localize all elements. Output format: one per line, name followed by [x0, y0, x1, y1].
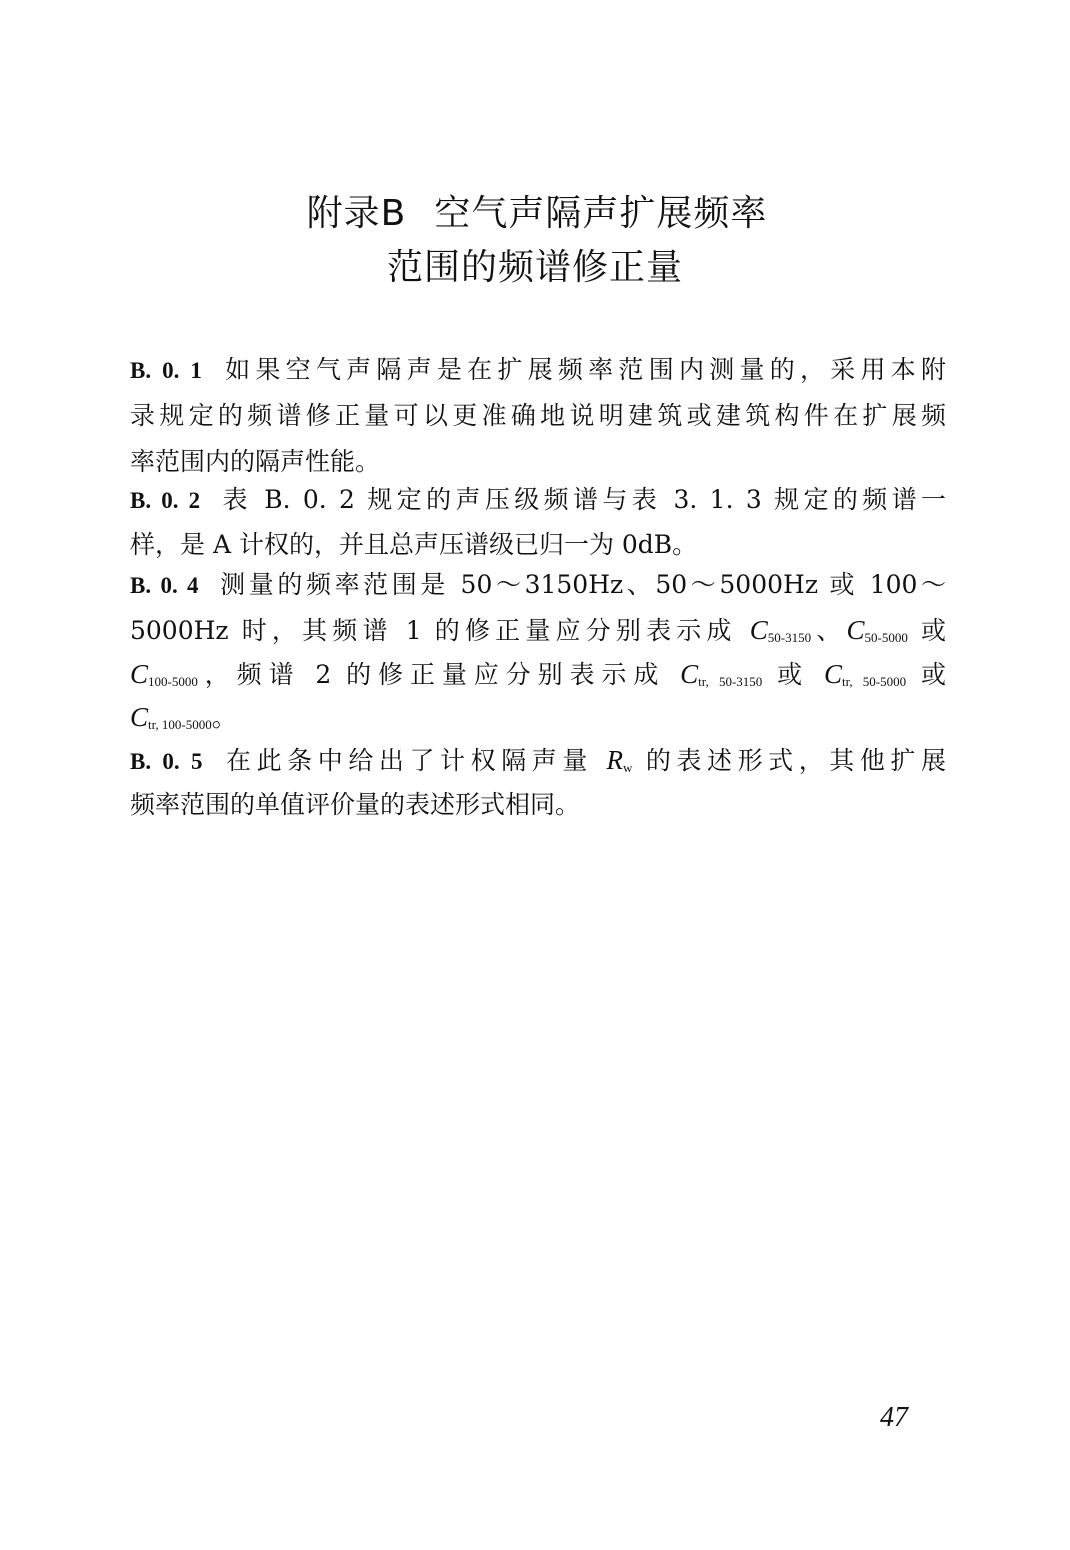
symbol-c-100-5000: $C_{100-5000}$	[130, 659, 198, 689]
clause-b04-line-2: 5000Hz 时，其频谱 1 的修正量应分别表示成 $C_{50-3150}$、$C_{50-5000}$ 或	[130, 615, 947, 645]
appendix-label: 附录B	[306, 193, 407, 234]
symbol-c-50-3150: $C_{50-3150}$	[749, 615, 812, 645]
clause-b05-line-2: 频率范围的单值评价量的表述形式相同。	[130, 790, 581, 819]
symbol-r-w: $R_w$	[606, 745, 633, 775]
appendix-title-line-1	[2, 193, 1070, 234]
symbol-c-tr-100-5000: $C_{tr, 100-5000}$	[130, 702, 212, 732]
symbol-c-tr-50-5000: $C_{tr, 50-5000}$	[823, 659, 907, 689]
clause-number-b05: B. 0. 5	[130, 749, 203, 774]
clause-b02-line-2: 样，是 A 计权的，并且总声压谱级已归一为 0dB。	[130, 530, 698, 559]
clause-b04-text-1: 测量的频率范围是 50～3150Hz、50～5000Hz 或 100～	[216, 570, 947, 599]
clause-number-b04: B. 0. 4	[130, 573, 199, 598]
clause-b01-line-2: 录规定的频谱修正量可以更准确地说明建筑或建筑构件在扩展频	[130, 401, 946, 430]
clause-b01-line-3: 率范围内的隔声性能。	[130, 447, 381, 476]
symbol-c-tr-50-3150: $C_{tr, 50-3150}$	[680, 659, 763, 689]
clause-b02-line-1	[130, 480, 946, 520]
clause-b04-text-2: 5000Hz 时，其频谱 1 的修正量应分别表示成	[130, 616, 737, 645]
symbol-c-50-5000: $C_{50-5000}$	[846, 615, 908, 645]
clause-b04-line-3: $C_{100-5000}$，频谱 2 的修正量应分别表示成 $C_{tr, 50-3150}$ 或 $C_{tr, 50-5000}$ 或	[130, 659, 946, 689]
clause-number-b01: B. 0. 1	[130, 358, 202, 383]
clause-b04-line-4: $C_{tr, 100-5000}$。	[130, 702, 237, 732]
appendix-title-text: 空气声隔声扩展频率	[434, 193, 768, 234]
clause-b05-line-1: B. 0. 5 在此条中给出了计权隔声量 $R_w$ 的表述形式，其他扩展	[130, 745, 946, 775]
page-number: 47	[880, 1402, 908, 1433]
appendix-title-line-2: 范围的频谱修正量	[386, 247, 683, 288]
clause-b04-line-1	[130, 565, 946, 605]
clause-number-b02: B. 0. 2	[130, 488, 201, 513]
clause-b01-line-1	[130, 350, 946, 390]
clause-b02-text-1: 表 B. 0. 2 规定的声压级频谱与表 3. 1. 3 规定的频谱一	[218, 485, 947, 514]
clause-b01-text-1: 如果空气声隔声是在扩展频率范围内测量的，采用本附	[219, 355, 946, 384]
